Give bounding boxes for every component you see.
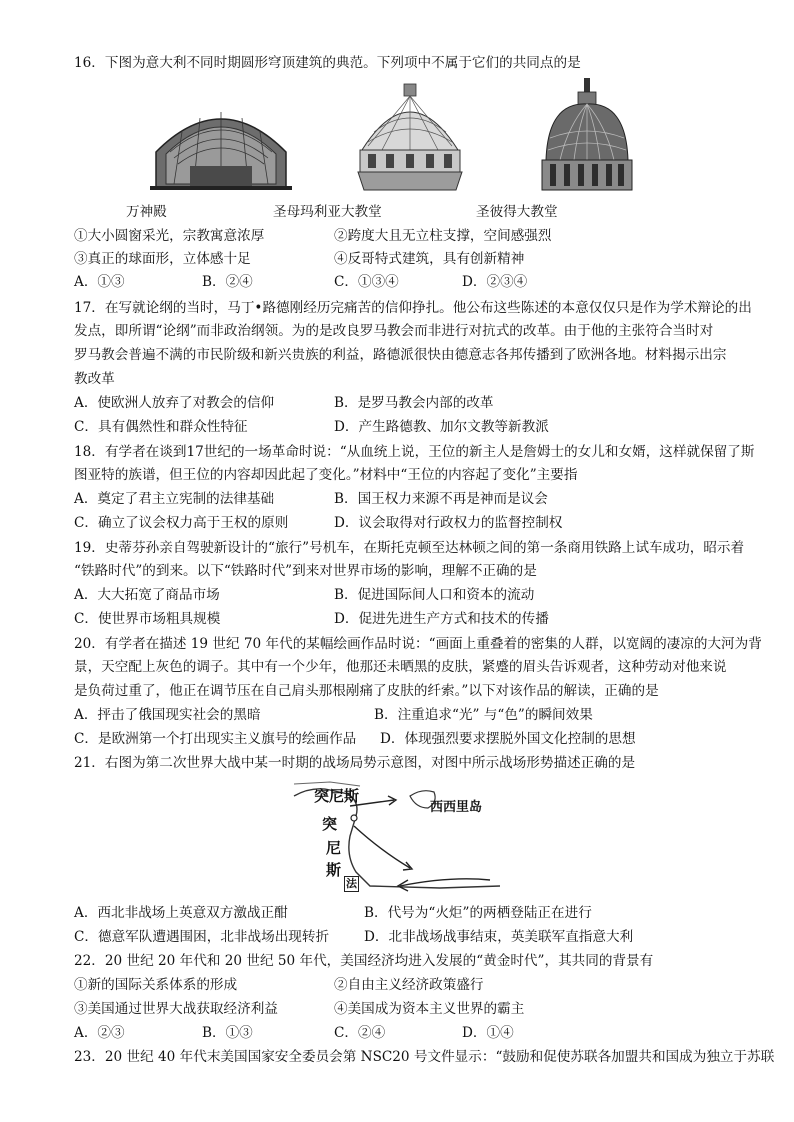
q22-statements-row2	[74, 998, 774, 1020]
q16-statement-4: ④反哥特式建筑，具有创新精神	[334, 251, 525, 267]
q16-caption-pantheon: 万神殿	[126, 204, 167, 220]
q17-options-row2	[74, 416, 774, 438]
q19-option-d[interactable]: D．促进先进生产方式和技术的传播	[334, 611, 549, 627]
q21-map-label-tunis-city: 突尼斯	[314, 787, 360, 805]
q21-option-a[interactable]: A．西北非战场上英意双方激战正酣	[74, 905, 288, 921]
q20-line-2: 景，天空配上灰色的调子。其中有一个少年，他那还未晒黑的皮肤，紧蹙的眉头告诉观者，这种劳动对他来说	[74, 659, 727, 675]
q16-options	[74, 271, 774, 293]
q20-line-3: 是负荷过重了，他正在调节压在自己肩头那根剐痛了皮肤的纤索。”以下对该作品的解读，正确的是	[74, 683, 659, 699]
q21-options-row1	[74, 902, 774, 924]
q16-statement-2: ②跨度大且无立柱支撑，空间感强烈	[334, 228, 552, 244]
q16-stem: 16．下图为意大利不同时期圆形穹顶建筑的典范。下列项中不属于它们的共同点的是	[74, 55, 581, 71]
q22-statement-3: ③美国通过世界大战获取经济利益	[74, 1001, 278, 1017]
q22-option-d[interactable]: D．①④	[462, 1025, 514, 1041]
pantheon-illustration	[150, 92, 292, 192]
q20-option-a[interactable]: A．抨击了俄国现实社会的黑暗	[74, 707, 261, 723]
q21-option-c[interactable]: C．德意军队遭遇围困，北非战场出现转折	[74, 929, 330, 945]
q19-options-row2	[74, 608, 774, 630]
santa-maria-illustration	[352, 80, 468, 192]
q21-options-row2	[74, 926, 774, 948]
q21-option-d[interactable]: D．北非战场战事结束，英美联军直指意大利	[364, 929, 634, 945]
q22-option-c[interactable]: C．②④	[334, 1025, 386, 1041]
q16-statement-3: ③真正的球面形，立体感十足	[74, 251, 251, 267]
q21-map-label-france: 法	[346, 877, 357, 890]
q22-option-b[interactable]: B．①③	[202, 1025, 253, 1041]
q22-statement-4: ④美国成为资本主义世界的霸主	[334, 1001, 525, 1017]
q18-option-a[interactable]: A．奠定了君主立宪制的法律基础	[74, 491, 275, 507]
q16-option-b[interactable]: B．②④	[202, 274, 253, 290]
q21-map-label-tunisia-1: 突	[322, 815, 338, 833]
q20-options-row2	[74, 728, 774, 750]
q19-options-row1	[74, 584, 774, 606]
q21-map-label-tunisia-2: 尼	[326, 839, 342, 857]
st-peters-illustration	[538, 76, 636, 194]
q17-line-3: 罗马教会普遍不满的市民阶级和新兴贵族的利益，路德派很快由德意志各邦传播到了欧洲各地。材料揭示出宗	[74, 347, 727, 363]
q16-option-c[interactable]: C．①③④	[334, 274, 399, 290]
q22-stem: 22．20 世纪 20 年代和 20 世纪 50 年代，美国经济均进入发展的“黄金时代”，其共同的背景有	[74, 953, 654, 969]
q22-option-a[interactable]: A．②③	[74, 1025, 125, 1041]
q16-statements-row2	[74, 248, 774, 270]
q17-option-b[interactable]: B．是罗马教会内部的改革	[334, 395, 494, 411]
q20-options-row1	[74, 704, 774, 726]
q19-line-1: 19．史蒂芬孙亲自驾驶新设计的“旅行”号机车，在斯托克顿至达林顿之间的第一条商用铁路上试车成功，昭示着	[74, 540, 745, 556]
q16-option-d[interactable]: D．②③④	[462, 274, 528, 290]
q17-option-a[interactable]: A．使欧洲人放弃了对教会的信仰	[74, 395, 275, 411]
q22-statements-row1	[74, 974, 774, 996]
q18-option-d[interactable]: D．议会取得对行政权力的监督控制权	[334, 515, 563, 531]
q19-option-c[interactable]: C．使世界市场粗具规模	[74, 611, 221, 627]
q19-option-a[interactable]: A．大大拓宽了商品市场	[74, 587, 220, 603]
q20-option-c[interactable]: C．是欧洲第一个打出现实主义旗号的绘画作品	[74, 731, 357, 747]
q18-option-b[interactable]: B．国王权力来源不再是神而是议会	[334, 491, 548, 507]
q17-line-4: 教改革	[74, 371, 115, 387]
q17-line-2: 发点，即所谓“论纲”而非政治纲领。为的是改良罗马教会而非进行对抗式的改革。由于他的主张符合当时对	[74, 323, 714, 339]
q21-stem: 21．右图为第二次世界大战中某一时期的战场局势示意图，对图中所示战场形势描述正确的是	[74, 755, 636, 771]
q22-statement-2: ②自由主义经济政策盛行	[334, 977, 484, 993]
q23-line-1: 23．20 世纪 40 年代末美国国家安全委员会第 NSC20 号文件显示：“鼓励和促使苏联各加盟共和国成为独立于苏联	[74, 1049, 775, 1065]
q16-caption-santa-maria: 圣母玛利亚大教堂	[273, 204, 382, 220]
q17-line-1: 17．在写就论纲的当时，马丁•路德刚经历完痛苦的信仰挣扎。他公布这些陈述的本意仅仅只是作为学术辩论的出	[74, 300, 752, 316]
q21-map-label-sicily: 西西里岛	[430, 800, 483, 815]
q16-statement-1: ①大小圆窗采光，宗教寓意浓厚	[74, 228, 265, 244]
q17-option-d[interactable]: D．产生路德教、加尔文教等新教派	[334, 419, 549, 435]
q18-options-row2	[74, 512, 774, 534]
q21-map-label-tunisia-3: 斯	[326, 861, 342, 879]
q18-line-2: 图亚特的族谱，但王位的内容却因此起了变化。”材料中“王位的内容起了变化”主要指	[74, 467, 578, 483]
q20-option-d[interactable]: D．体现强烈要求摆脱外国文化控制的思想	[380, 731, 636, 747]
q20-option-b[interactable]: B．注重追求“光” 与“色”的瞬间效果	[374, 707, 593, 723]
q17-option-c[interactable]: C．具有偶然性和群众性特征	[74, 419, 248, 435]
q19-line-2: “铁路时代”的到来。以下“铁路时代”到来对世界市场的影响，理解不正确的是	[74, 563, 537, 579]
q16-statements-row1	[74, 225, 774, 247]
q16-option-a[interactable]: A．①③	[74, 274, 125, 290]
q18-line-1: 18．有学者在谈到17世纪的一场革命时说：“从血统上说，王位的新主人是詹姆士的女儿和女婿，这样就保留了斯	[74, 444, 755, 460]
q18-option-c[interactable]: C．确立了议会权力高于王权的原则	[74, 515, 289, 531]
q16-caption-st-peters: 圣彼得大教堂	[476, 204, 558, 220]
q21-option-b[interactable]: B．代号为“火炬”的两栖登陆正在进行	[364, 905, 592, 921]
q22-statement-1: ①新的国际关系体系的形成	[74, 977, 238, 993]
q17-options-row1	[74, 392, 774, 414]
q22-options	[74, 1022, 774, 1044]
q18-options-row1	[74, 488, 774, 510]
q19-option-b[interactable]: B．促进国际间人口和资本的流动	[334, 587, 535, 603]
q20-line-1: 20．有学者在描述 19 世纪 70 年代的某幅绘画作品时说：“画面上重叠着的密集的人群，以宽阔的凄凉的大河为背	[74, 636, 762, 652]
